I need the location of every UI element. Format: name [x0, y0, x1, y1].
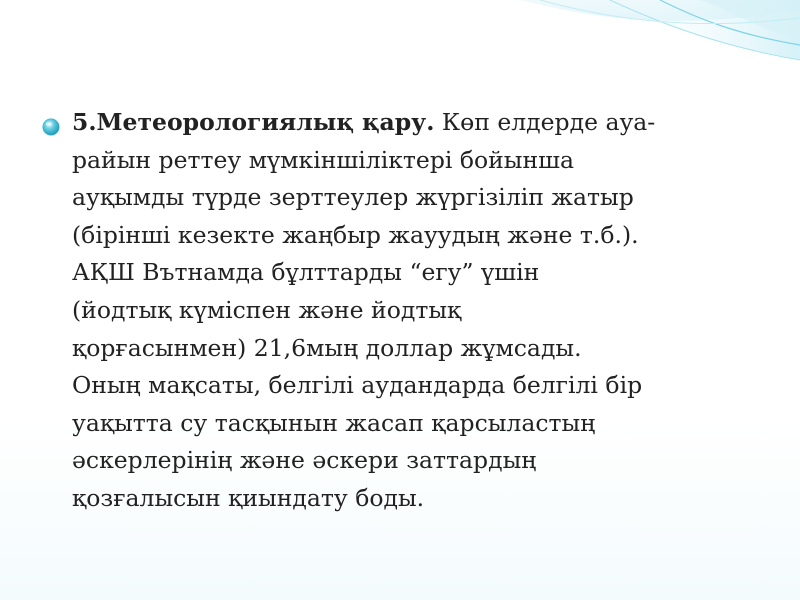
paragraph-line-9: уақытта су тасқынын жасап қарсыластың: [72, 408, 596, 437]
paragraph-line-11: қозғалысын қиындату боды.: [72, 483, 425, 512]
paragraph-line-10: әскерлерінің және әскери заттардың: [72, 446, 537, 475]
paragraph-line-8: Оның мақсаты, белгілі аудандарда белгілі бір: [72, 371, 643, 400]
paragraph: [72, 104, 762, 518]
paragraph-line-4: (бірінші кезекте жаңбыр жауудың және т.б.).: [72, 220, 639, 249]
paragraph-line-6: (йодтық күміспен және йодтық: [72, 295, 462, 324]
paragraph-line-2: райын реттеу мүмкіншіліктері бойынша: [72, 145, 575, 174]
paragraph-line-5: АҚШ Вътнамда бұлттарды “егу” үшін: [72, 258, 540, 287]
paragraph-lead: 5.Метеорологиялық қару.: [72, 108, 435, 136]
paragraph-line-3: ауқымды түрде зерттеулер жүргізіліп жатыр: [72, 183, 634, 212]
paragraph-line-7: қорғасынмен) 21,6мың доллар жұмсады.: [72, 333, 582, 362]
teal-sphere-bullet-icon: [42, 118, 60, 136]
bullet-item: [42, 104, 762, 518]
slide-body: [42, 104, 762, 518]
paragraph-line-1: [72, 104, 762, 142]
paragraph-line-1-text: Көп елдерде ауа-: [434, 108, 656, 136]
